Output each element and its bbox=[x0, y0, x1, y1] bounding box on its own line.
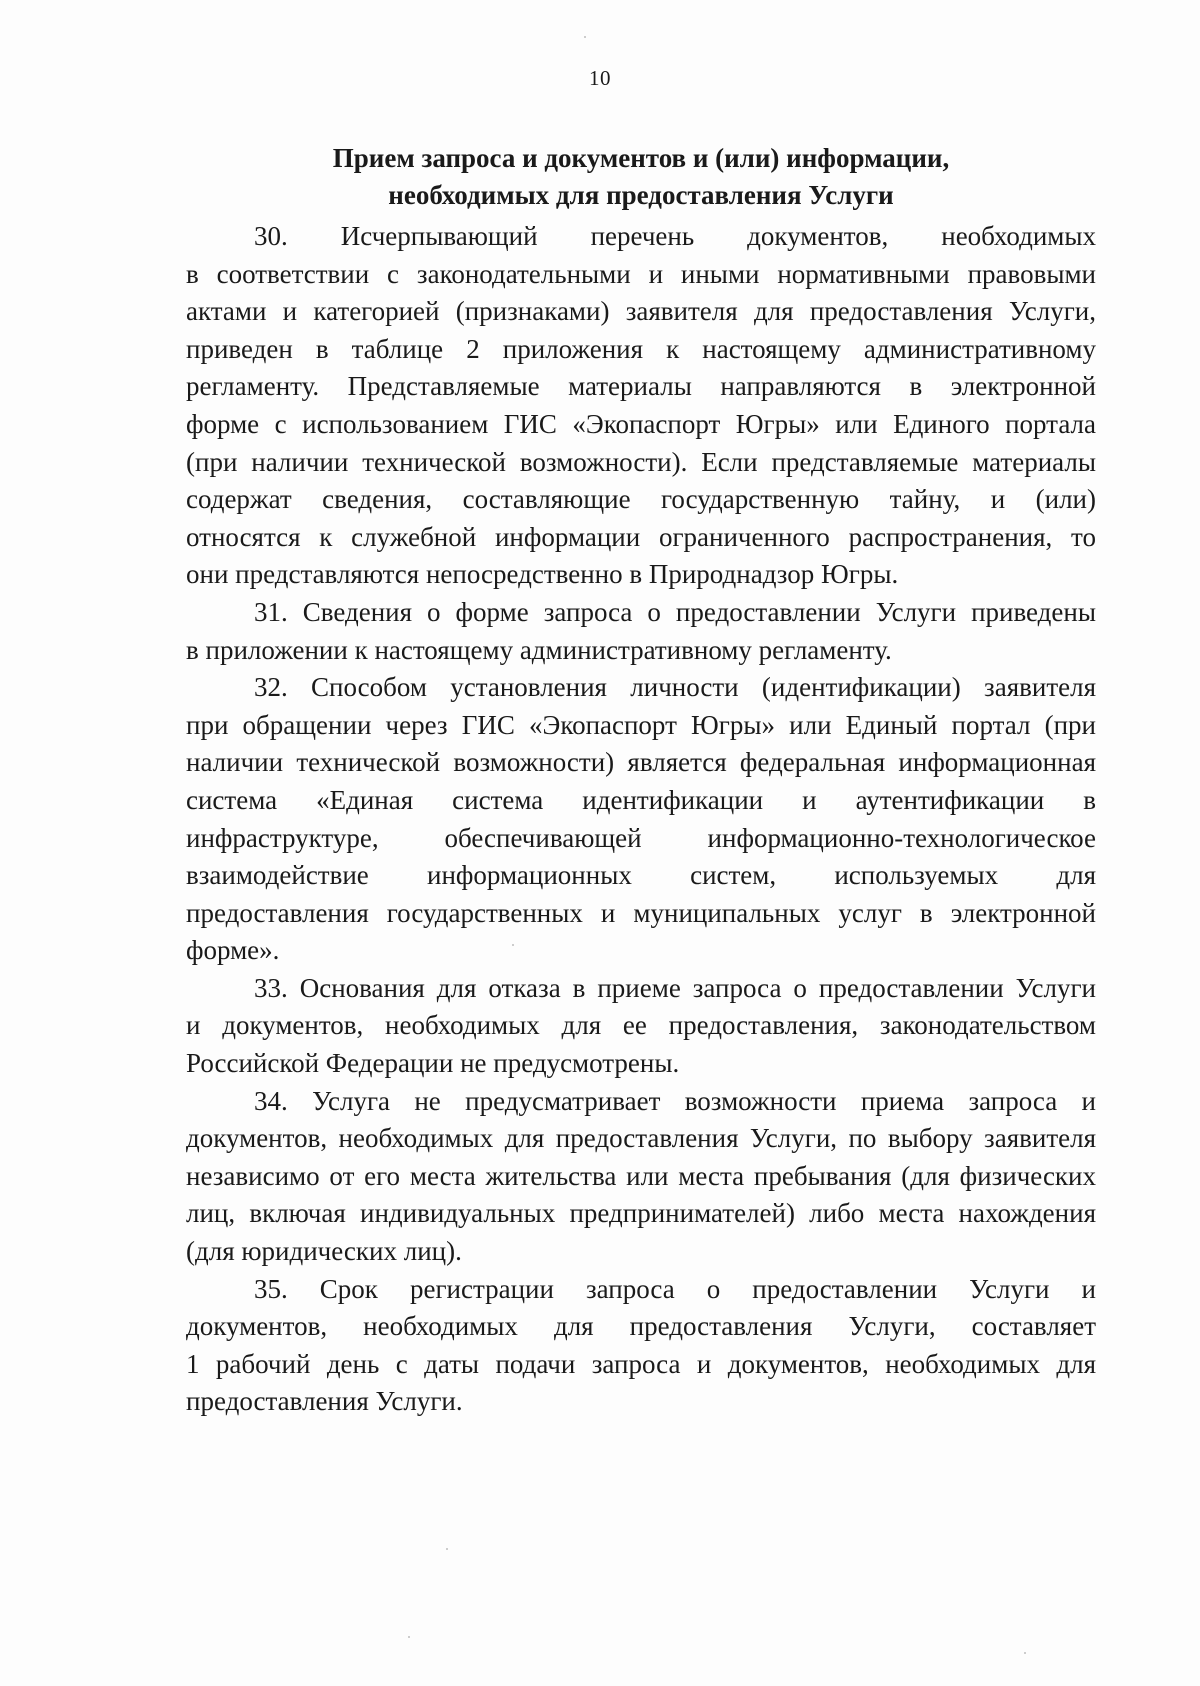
text-line: 35. Срок регистрации запроса о предоставлении Услуги и bbox=[254, 1273, 1096, 1304]
text-line: документов, необходимых для предоставления Услуги, по выбору заявителя bbox=[186, 1123, 1096, 1154]
text-line: в соответствии с законодательными и иными нормативными правовыми bbox=[186, 258, 1096, 289]
text-line: 33. Основания для отказа в приеме запроса о предоставлении Услуги bbox=[254, 972, 1096, 1003]
scan-speck bbox=[584, 36, 586, 38]
body-text bbox=[186, 218, 1096, 1421]
text-line: (при наличии технической возможности). Если представляемые материалы bbox=[186, 446, 1096, 477]
text-line: взаимодействие информационных систем, используемых для bbox=[186, 860, 1096, 891]
text-line: они представляются непосредственно в Природнадзор Югры. bbox=[186, 559, 899, 590]
text-line: 30. Исчерпывающий перечень документов, необходимых bbox=[254, 221, 1096, 251]
paragraph-34 bbox=[186, 1083, 1096, 1271]
text-line: система «Единая система идентификации и аутентификации в bbox=[186, 784, 1096, 815]
page-number: 10 bbox=[589, 66, 611, 90]
text-line: форме с использованием ГИС «Экопаспорт Югры» или Единого портала bbox=[186, 408, 1096, 439]
section-heading-line-1: Прием запроса и документов и (или) информации, bbox=[332, 143, 950, 173]
scan-speck bbox=[1024, 1652, 1026, 1654]
text-line: предоставления Услуги. bbox=[186, 1386, 463, 1417]
scan-speck bbox=[408, 1636, 410, 1638]
scan-speck bbox=[446, 1548, 448, 1550]
text-line: актами и категорией (признаками) заявителя для предоставления Услуги, bbox=[186, 296, 1096, 327]
text-line: относятся к служебной информации ограниченного распространения, то bbox=[186, 521, 1096, 552]
text-line: наличии технической возможности) является федеральная информационная bbox=[186, 747, 1096, 778]
text-line: инфраструктуре, обеспечивающей информационно-технологическое bbox=[186, 822, 1096, 853]
text-line: предоставления государственных и муниципальных услуг в электронной bbox=[186, 897, 1096, 928]
scan-speck bbox=[512, 944, 514, 946]
text-line: при обращении через ГИС «Экопаспорт Югры» или Единый портал (при bbox=[186, 709, 1096, 740]
text-line: 1 рабочий день с даты подачи запроса и документов, необходимых для bbox=[186, 1348, 1096, 1379]
text-line: 31. Сведения о форме запроса о предоставлении Услуги приведены bbox=[254, 596, 1096, 627]
text-line: 32. Способом установления личности (идентификации) заявителя bbox=[254, 672, 1096, 703]
text-line: и документов, необходимых для ее предоставления, законодательством bbox=[186, 1010, 1096, 1041]
text-line: лиц, включая индивидуальных предпринимателей) либо места нахождения bbox=[186, 1198, 1096, 1229]
text-line: независимо от его места жительства или места пребывания (для физических bbox=[186, 1160, 1096, 1191]
text-line: содержат сведения, составляющие государственную тайну, и (или) bbox=[186, 484, 1096, 515]
text-line: 34. Услуга не предусматривает возможности приема запроса и bbox=[254, 1085, 1096, 1116]
text-line: регламенту. Представляемые материалы направляются в электронной bbox=[186, 371, 1096, 402]
paragraph-35 bbox=[186, 1271, 1096, 1421]
section-heading bbox=[186, 140, 1096, 214]
text-line: приведен в таблице 2 приложения к настоящему административному bbox=[186, 333, 1096, 364]
text-line: форме». bbox=[186, 935, 280, 966]
text-line: в приложении к настоящему административному регламенту. bbox=[186, 634, 892, 665]
paragraph-31 bbox=[186, 594, 1096, 669]
section-heading-line-2: необходимых для предоставления Услуги bbox=[388, 180, 894, 210]
paragraph-33 bbox=[186, 970, 1096, 1083]
text-line: Российской Федерации не предусмотрены. bbox=[186, 1048, 680, 1079]
paragraph-32 bbox=[186, 669, 1096, 970]
text-line: документов, необходимых для предоставления Услуги, составляет bbox=[186, 1311, 1096, 1342]
text-line: (для юридических лиц). bbox=[186, 1236, 462, 1267]
paragraph-30 bbox=[186, 218, 1096, 594]
